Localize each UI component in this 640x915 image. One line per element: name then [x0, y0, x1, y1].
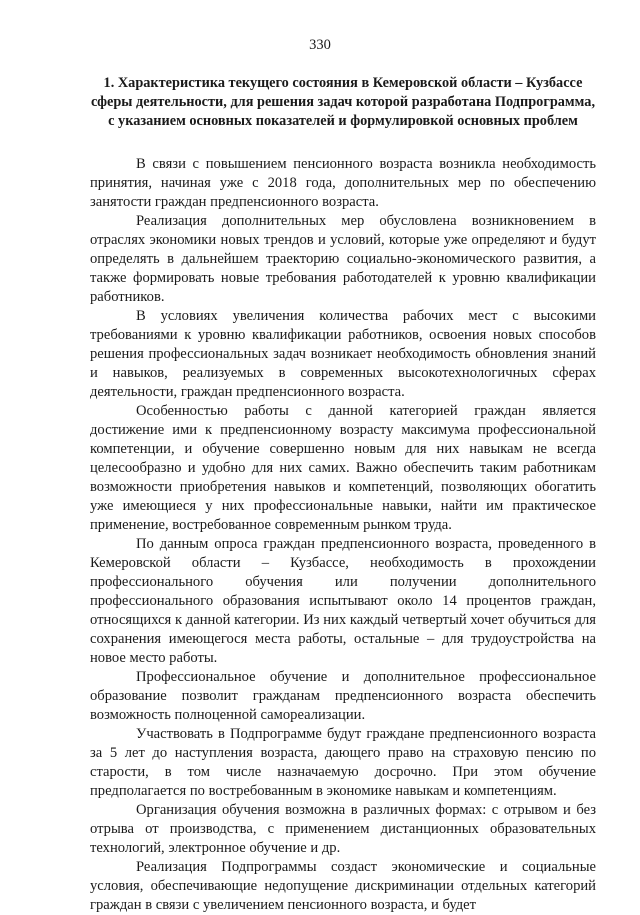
paragraph: Участвовать в Подпрограмме будут граждане предпенсионного возраста за 5 лет до наступления возраста, дающего право на страховую пенсию по старости, в том числе назначаемую досрочно. При этом обучение предполагается по востребованным в экономике навыкам и компетенциям.	[90, 726, 596, 799]
paragraph: Организация обучения возможна в различных формах: с отрывом и без отрыва от производства, с применением дистанционных образовательных технологий, электронное обучение и др.	[90, 802, 596, 856]
paragraph: Профессиональное обучение и дополнительное профессиональное образование позволит гражданам предпенсионного возраста обеспечить возможность полноценной самореализации.	[90, 669, 596, 723]
body-text	[90, 155, 596, 915]
section-title-line: сферы деятельности, для решения задач которой разработана Подпрограмма,	[90, 94, 596, 110]
paragraph: В условиях увеличения количества рабочих мест с высокими требованиями к уровню квалификации работников, освоения новых способов решения профессиональных задач возникает необходимость обновления знаний и навыков, реализуемых в современных высокотехнологичных сферах деятельности, граждан предпенсионного возраста.	[90, 308, 596, 400]
section-title-line: с указанием основных показателей и формулировкой основных проблем	[108, 113, 578, 129]
paragraph-continued: Реализация Подпрограммы создаст экономические и социальные условия, обеспечивающие недопущение дискриминации отдельных категорий граждан в связи с увеличением пенсионного возраста, и будет	[90, 859, 596, 913]
section-title	[90, 74, 596, 131]
paragraph: По данным опроса граждан предпенсионного возраста, проведенного в Кемеровской области – Кузбассе, необходимость в прохождении профессионального обучения или получении дополнительного профессионального образования испытывают около 14 процентов граждан, относящихся к данной категории. Из них каждый четвертый хочет обучиться для сохранения имеющегося места работы, остальные – для трудоустройства на новое место работы.	[90, 536, 596, 666]
paragraph: В связи с повышением пенсионного возраста возникла необходимость принятия, начиная уже с 2018 года, дополнительных мер по обеспечению занятости граждан предпенсионного возраста.	[90, 156, 596, 210]
paragraph: Особенностью работы с данной категорией граждан является достижение ими к предпенсионному возрасту максимума профессиональной компетенции, и обучение совершенно новым для них навыкам не всегда целесообразно и удобно для них самих. Важно обеспечить таким работникам возможности приобретения навыков и компетенций, позволяющих обогатить уже имеющиеся у них профессиональные навыки, найти им практическое применение, востребованное современным рынком труда.	[90, 403, 596, 533]
page-number: 330	[309, 37, 331, 53]
section-title-line: 1. Характеристика текущего состояния в Кемеровской области – Кузбассе	[103, 75, 583, 91]
paragraph: Реализация дополнительных мер обусловлена возникновением в отраслях экономики новых трендов и условий, которые уже определяют и будут определять в дальнейшем траекторию социально-экономического развития, а также формировать новые требования работодателей к уровню квалификации работников.	[90, 213, 596, 305]
